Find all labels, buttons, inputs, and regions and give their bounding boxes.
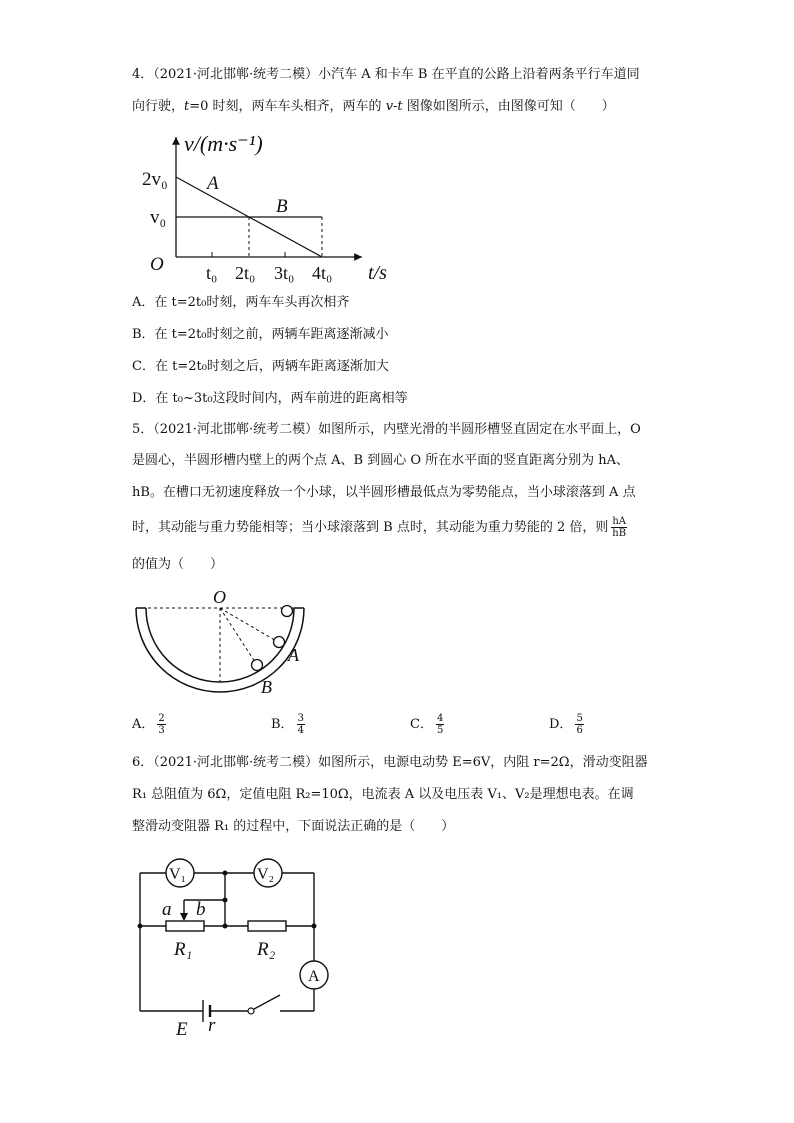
label-b: b [196,899,206,920]
q5-stem-line-3: hB。在槽口无初速度释放一个小球，以半圆形槽最低点为零势能点，当小球滚落到 A 点 [132,485,636,500]
label-V2: V₂ [257,866,275,883]
q4-option-c: C．在 t=2t₀时刻之后，两辆车距离逐渐加大 [132,359,389,374]
q4-stem-part: =0 时刻，两车车头相齐，两车的 [189,99,386,114]
q5-stem-line-2: 是圆心，半圆形槽内壁上的两个点 A、B 到圆心 O 所在水平面的竖直距离分别为 hA、 [132,453,630,468]
junction-dot [223,898,228,903]
resistor-R2 [248,921,286,931]
q5-stem-text: 时，其动能与重力势能相等；当小球滚落到 B 点时，其动能为重力势能的 2 倍，则 [132,520,609,535]
label-R1: R₁ [174,939,193,960]
q4-option-b: B．在 t=2t₀时刻之前，两辆车距离逐渐减小 [132,327,389,342]
tick-4t0: 4t₀ [312,263,333,283]
radius-to-B [220,608,257,665]
junction-dot [138,924,143,929]
tick-t0: t₀ [206,263,218,283]
q5-stem-line-1: 5．（2021·河北邯郸·统考二模）如图所示，内壁光滑的半圆形槽竖直固定在水平面上，O [132,422,641,437]
q5-stem-line-4 [132,516,630,539]
tick-v0: v₀ [150,207,167,228]
q6-stem-line-2: R₁ 总阻值为 6Ω，定值电阻 R₂=10Ω，电流表 A 以及电压表 V₁、V₂是理想电表。在调 [132,787,634,802]
ball-B [252,660,263,671]
label-B: B [261,677,272,697]
q5-stem-line-5: 的值为（ ） [132,557,224,572]
q5-ratio-fraction [611,516,627,539]
label-B: B [276,196,288,217]
tick-2t0: 2t₀ [235,263,256,283]
switch-blade [254,995,280,1009]
tick-2v0: 2v₀ [142,169,168,190]
resistor-R1 [166,921,204,931]
origin-label: O [150,254,164,275]
label-O: O [213,587,226,607]
x-axis-label: t/s [368,262,387,284]
junction-dot [223,924,228,929]
q4-stem-t: t [184,99,190,114]
ball-A [274,637,285,648]
q5-option-d: D． $\frac{5}{6}$ [549,713,583,736]
q4-stem-line-1: 4．（2021·河北邯郸·统考二模）小汽车 A 和卡车 B 在平直的公路上沿着两条平行车道同 [132,67,640,82]
label-E: E [176,1019,188,1040]
q5-option-c: C． $\frac{4}{5}$ [410,713,444,736]
y-axis-label: v/(m·s⁻¹) [184,131,263,156]
fraction-numerator: hA [612,516,627,527]
q6-stem-line-1: 6．（2021·河北邯郸·统考二模）如图所示，电源电动势 E=6V，内阻 r=2Ω，滑动变阻器 [132,755,648,770]
q4-option-d: D．在 t₀~3t₀这段时间内，两车前进的距离相等 [132,391,408,406]
switch-contact [248,1008,254,1014]
fraction-denominator: hB [612,528,627,539]
junction-dot [312,924,317,929]
q4-stem-vt: v-t [385,99,403,114]
q5-option-a: A． $\frac{2}{3}$ [132,713,165,736]
q5-semicircle-figure [130,585,320,700]
radius-to-A [220,608,278,642]
label-A: A [288,645,299,665]
label-A: A [207,173,219,194]
q4-stem-part: 图像如图所示，由图像可知（ ） [402,99,615,114]
q4-vt-graph [140,125,410,290]
ball-top [282,606,293,617]
q5-option-b: B． $\frac{3}{4}$ [271,713,304,736]
q4-stem-part: 向行驶， [132,99,185,114]
q4-stem-line-2 [132,98,615,116]
label-r: r [208,1015,216,1036]
q4-option-a: A．在 t=2t₀时刻，两车车头再次相齐 [132,295,350,310]
q6-stem-line-3: 整滑动变阻器 R₁ 的过程中，下面说法正确的是（ ） [132,819,455,834]
label-R2: R₂ [257,939,276,960]
label-V1: V₁ [169,866,187,883]
label-a: a [162,899,172,920]
q6-circuit-diagram [120,845,340,1045]
junction-dot [223,871,228,876]
tick-3t0: 3t₀ [274,263,295,283]
label-A: A [308,968,320,985]
